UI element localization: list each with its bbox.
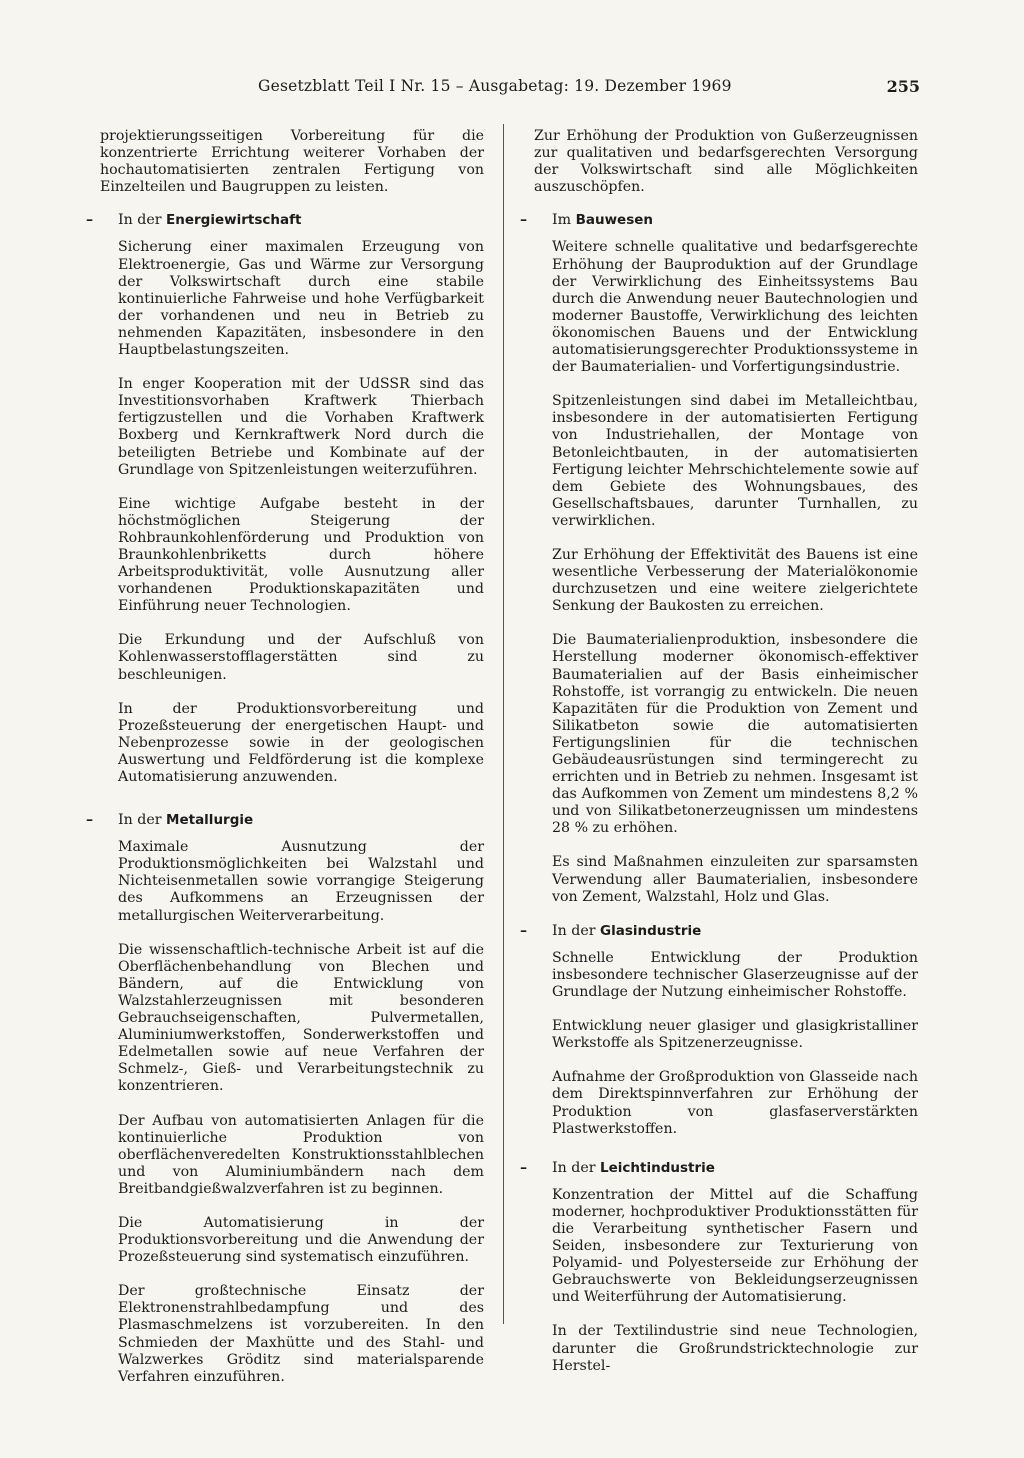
paragraph: Zur Erhöhung der Effektivität des Bauens ist eine wesentliche Verbesserung der Materialökonomie durchzusetzen und eine weitere zielgerichtete Senkung der Baukosten zu erreichen.: [552, 546, 918, 615]
paragraph: Eine wichtige Aufgabe besteht in der höchstmöglichen Steigerung der Rohbraunkohlenförderung und Produktion von Braunkohlenbriketts durch höhere Arbeitsproduktivität, volle Ausnutzung aller vorhandenen Produktionskapazitäten und Einführung neuer Technologien.: [118, 495, 484, 615]
heading-prefix: In der: [118, 212, 167, 229]
paragraph: Der Aufbau von automatisierten Anlagen für die kontinuierliche Produktion von oberflächenveredelten Konstruktionsstahlblechen und von Aluminiumbändern nach dem Breitbandgießwalzverfahren ist zu beginnen.: [118, 1112, 484, 1197]
column-divider: [503, 124, 504, 1324]
section-heading-energiewirtschaft: [86, 212, 484, 229]
paragraph: Konzentration der Mittel auf die Schaffung moderner, hochproduktiver Produktionsstätten für die Verarbeitung synthetischer Fasern und Seiden, insbesondere zur Texturierung von Polyamid- und Polyesterseide zur Erhöhung der Gebrauchswerte von Bekleidungserzeugnissen und Weiterführung der Automatisierung.: [552, 1186, 918, 1306]
section-heading-glasindustrie: [520, 922, 918, 940]
page-header: [240, 77, 920, 101]
section-heading-leichtindustrie: [520, 1159, 918, 1177]
paragraph: Die Baumaterialienproduktion, insbesondere die Herstellung moderner ökonomisch-effektiver Baumaterialien auf der Basis einheimischer Rohstoffe, ist vorrangig zu entwickeln. Die neuen Kapazitäten für die Produktion von Zement und Silikatbeton sowie die automatisierten Fertigungslinien für die technischen Gebäudeausrüstungen sind termingerecht zu errichten und in Betrieb zu nehmen. Insgesamt ist das Aufkommen von Zement um mindestens 8,2 % und von Silikatbetonerzeugnissen um mindestens 28 % zu erhöhen.: [552, 632, 918, 837]
heading-dash: –: [86, 812, 94, 829]
continued-paragraph: projektierungsseitigen Vorbereitung für die konzentrierte Errichtung weiterer Vorhaben der hochautomatisierten zentralen Fertigung von Einzelteilen und Baugruppen zu leisten.: [100, 128, 484, 196]
heading-title: Energiewirtschaft: [166, 212, 302, 229]
paragraph: In der Textilindustrie sind neue Technologien, darunter die Großrundstricktechnologie zur Herstel-: [552, 1323, 918, 1374]
left-column: [86, 128, 484, 1403]
paragraph: Spitzenleistungen sind dabei im Metalleichtbau, insbesondere in der automatisierten Fertigung von Industriehallen, der Montage von Betonleichtbauten, in der automatisierten Fertigung leichter Mehrschichtelemente sowie auf dem Gebiete des Wohnungsbaues, des Gesellschaftsbaues, darunter Turnhallen, zu verwirklichen.: [552, 393, 918, 529]
right-column: [520, 128, 918, 1385]
paragraph: In der Produktionsvorbereitung und Prozeßsteuerung der energetischen Haupt- und Nebenprozesse sowie in der geologischen Auswertung und Feldförderung ist die komplexe Automatisierung anzuwenden.: [118, 700, 484, 785]
heading-title: Glasindustrie: [600, 922, 702, 939]
heading-prefix: In der: [552, 922, 601, 939]
section-body-leichtindustrie: [534, 1187, 918, 1375]
section-body-energiewirtschaft: [100, 239, 484, 786]
section-body-glasindustrie: [534, 950, 918, 1138]
paragraph: Der großtechnische Einsatz der Elektronenstrahlbedampfung und des Plasmaschmelzens ist vorzubereiten. In den Schmieden der Maxhütte und des Stahl- und Walzwerkes Gröditz sind materialsparende Verfahren einzuführen.: [118, 1283, 484, 1385]
heading-dash: –: [520, 212, 528, 229]
continued-paragraph: Zur Erhöhung der Produktion von Gußerzeugnissen zur qualitativen und bedarfsgerechten Versorgung der Volkswirtschaft sind alle Möglichkeiten auszuschöpfen.: [534, 128, 918, 196]
section-heading-metallurgie: [86, 812, 484, 829]
section-body-metallurgie: [100, 839, 484, 1386]
heading-prefix: Im: [552, 212, 576, 229]
paragraph: Sicherung einer maximalen Erzeugung von Elektroenergie, Gas und Wärme zur Versorgung der Volkswirtschaft durch eine stabile kontinuierliche Fahrweise und hohe Verfügbarkeit der vorhandenen und neu in Betrieb zu nehmenden Kapazitäten, insbesondere in den Hauptbelastungszeiten.: [118, 239, 484, 359]
heading-title: Metallurgie: [166, 812, 254, 829]
heading-dash: –: [520, 1159, 528, 1176]
paragraph: Die wissenschaftlich-technische Arbeit ist auf die Oberflächenbehandlung von Blechen und Bändern, auf die Entwicklung von Walzstahlerzeugnissen mit besonderen Gebrauchseigenschaften, Pulvermetallen, Aluminiumwerkstoffen, Sonderwerkstoffen und Edelmetallen sowie auf neue Verfahren der Schmelz-, Gieß- und Verarbeitungstechnik zu konzentrieren.: [118, 941, 484, 1095]
paragraph: Entwicklung neuer glasiger und glasigkristalliner Werkstoffe als Spitzenerzeugnisse.: [552, 1018, 918, 1052]
paragraph: Weitere schnelle qualitative und bedarfsgerechte Erhöhung der Bauproduktion auf der Grundlage der Verwirklichung des Einheitssystems Bau durch die Anwendung neuer Bautechnologien und moderner Baustoffe, Verwirklichung des leichten ökonomischen Bauens und der Entwicklung automatisierungsgerechter Produktionssysteme in der Baumaterialien- und Vorfertigungsindustrie.: [552, 239, 918, 376]
heading-title: Leichtindustrie: [600, 1159, 715, 1176]
heading-prefix: In der: [118, 812, 167, 829]
paragraph: Es sind Maßnahmen einzuleiten zur sparsamsten Verwendung aller Baumaterialien, insbesondere von Zement, Walzstahl, Holz und Glas.: [552, 854, 918, 905]
heading-prefix: In der: [552, 1159, 601, 1176]
heading-dash: –: [86, 212, 94, 229]
header-title: Gesetzblatt Teil I Nr. 15 – Ausgabetag: 19. Dezember 1969: [258, 77, 732, 95]
section-body-bauwesen: [534, 239, 918, 905]
paragraph: Aufnahme der Großproduktion von Glasseide nach dem Direktspinnverfahren zur Erhöhung der Produktion von glasfaserverstärkten Plastwerkstoffen.: [552, 1069, 918, 1137]
paragraph: Schnelle Entwicklung der Produktion insbesondere technischer Glaserzeugnisse auf der Grundlage der Nutzung einheimischer Rohstoffe.: [552, 949, 918, 1001]
paragraph: Die Erkundung und der Aufschluß von Kohlenwasserstofflagerstätten sind zu beschleunigen.: [118, 632, 484, 683]
section-heading-bauwesen: [520, 212, 918, 229]
paragraph: In enger Kooperation mit der UdSSR sind das Investitionsvorhaben Kraftwerk Thierbach fertigzustellen und die Vorhaben Kraftwerk Boxberg und Kernkraftwerk Nord durch die beteiligten Betriebe und Kombinate auf der Grundlage von Spitzenleistungen weiterzuführen.: [118, 376, 484, 478]
paragraph: Die Automatisierung in der Produktionsvorbereitung und die Anwendung der Prozeßsteuerung sind systematisch einzuführen.: [118, 1214, 484, 1266]
heading-dash: –: [520, 922, 528, 939]
paragraph: Maximale Ausnutzung der Produktionsmöglichkeiten bei Walzstahl und Nichteisenmetallen sowie vorrangige Steigerung des Aufkommens an Erzeugnissen der metallurgischen Weiterverarbeitung.: [118, 839, 484, 924]
heading-title: Bauwesen: [575, 212, 654, 229]
page-number: 255: [886, 77, 920, 96]
